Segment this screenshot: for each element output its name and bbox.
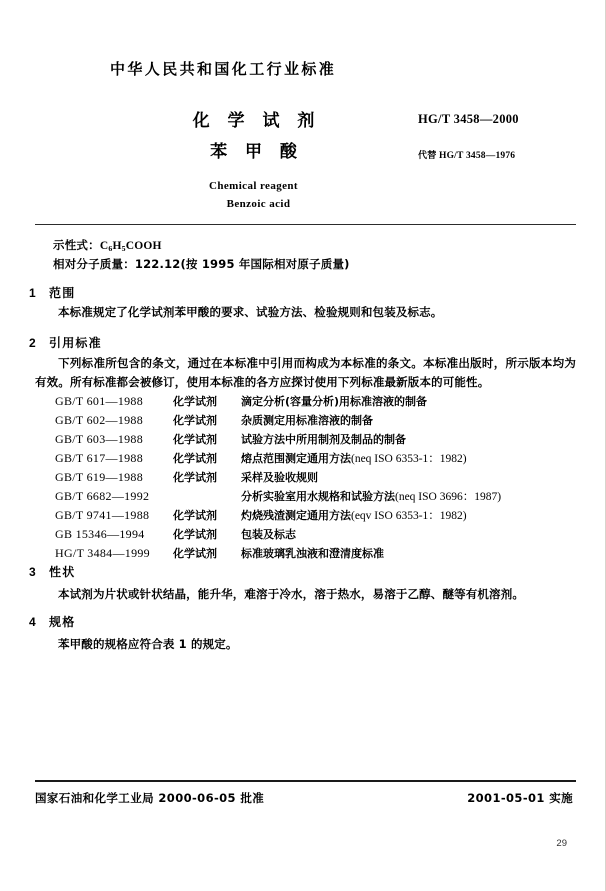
section-heading-specification xyxy=(29,613,75,630)
footer-issuer-approval: 国家石油和化学工业局 2000-06-05 批准 xyxy=(35,791,265,805)
section-title-specification: 规格 xyxy=(49,615,76,629)
reference-title: 采样及验收规则 xyxy=(241,471,318,484)
reference-code: GB/T 602—1988 xyxy=(55,413,144,427)
standard-title-cn-line1: 化 学 试 剂 xyxy=(192,111,321,131)
scope-text: 本标准规定了化学试剂苯甲酸的要求、试验方法、检验规则和包装及标志。 xyxy=(58,305,443,319)
title-block xyxy=(146,106,361,210)
reference-code: GB/T 9741—1988 xyxy=(55,508,150,522)
reference-iso: (eqv ISO 6353-1：1982) xyxy=(351,510,467,522)
list-item xyxy=(55,506,575,525)
standard-title-en-line1: Chemical reagent xyxy=(209,180,298,192)
reference-code: GB/T 6682—1992 xyxy=(55,489,150,503)
molecular-weight-line: 相对分子质量：122.12(按 1995 年国际相对原子质量) xyxy=(53,257,350,271)
properties-text: 本试剂为片状或针状结晶，能升华，难溶于冷水，溶于热水，易溶于乙醇、醚等有机溶剂。 xyxy=(58,587,524,601)
section-title-properties: 性状 xyxy=(49,565,76,579)
reference-category: 化学试剂 xyxy=(173,471,217,484)
section-body-specification xyxy=(35,635,576,654)
referenced-standards-list xyxy=(55,392,575,563)
replaces-standard-number: HG/T 3458—1976 xyxy=(438,151,516,161)
reference-code: GB/T 619—1988 xyxy=(55,470,144,484)
list-item xyxy=(55,544,575,563)
list-item xyxy=(55,525,575,544)
document-authority-title: 中华人民共和国化工行业标准 xyxy=(110,60,337,78)
section-number-specification: 4 xyxy=(29,615,36,629)
section-heading-properties xyxy=(29,563,75,580)
reference-category: 化学试剂 xyxy=(173,509,217,522)
reference-iso: (neq ISO 3696：1987) xyxy=(395,491,502,503)
standard-replaces xyxy=(418,148,515,161)
structural-formula-line xyxy=(53,237,162,253)
reference-title: 分析实验室用水规格和试验方法 xyxy=(241,490,395,503)
section-number-references: 2 xyxy=(29,336,36,350)
section-heading-references xyxy=(29,334,102,351)
reference-code: HG/T 3484—1999 xyxy=(55,546,150,560)
standard-title-cn-line2: 苯 甲 酸 xyxy=(210,142,303,162)
reference-title: 灼烧残渣测定通用方法 xyxy=(241,509,351,522)
reference-title: 标准玻璃乳浊液和澄清度标准 xyxy=(241,547,384,560)
reference-title: 包装及标志 xyxy=(241,528,296,541)
list-item xyxy=(55,487,575,506)
list-item xyxy=(55,392,575,411)
reference-title: 熔点范围测定通用方法 xyxy=(241,452,351,465)
section-title-scope: 范围 xyxy=(49,286,76,300)
section-heading-scope xyxy=(29,284,75,301)
specification-text: 苯甲酸的规格应符合表 1 的规定。 xyxy=(58,637,238,651)
reference-category: 化学试剂 xyxy=(173,433,217,446)
section-number-scope: 1 xyxy=(29,286,36,300)
section-title-references: 引用标准 xyxy=(49,336,102,350)
replaces-label: 代替 xyxy=(418,151,437,161)
reference-category: 化学试剂 xyxy=(173,452,217,465)
structural-formula-value: $C_6H_5COOH$ xyxy=(99,240,162,253)
reference-title: 滴定分析(容量分析)用标准溶液的制备 xyxy=(241,395,428,408)
list-item xyxy=(55,449,575,468)
reference-category: 化学试剂 xyxy=(173,395,217,408)
page-number: 29 xyxy=(556,838,567,849)
list-item xyxy=(55,468,575,487)
standard-title-en-line2: Benzoic acid xyxy=(226,198,291,210)
reference-code: GB/T 603—1988 xyxy=(55,432,144,446)
standard-number: HG/T 3458—2000 xyxy=(418,112,519,126)
references-intro-text: 下列标准所包含的条文，通过在本标准中引用而构成为本标准的条文。本标准出版时，所示版本均为有效。所有标准都会被修订，使用本标准的各方应探讨使用下列标准最新版本的可能性。 xyxy=(35,356,576,389)
header-divider-rule xyxy=(35,224,576,225)
reference-title: 试验方法中所用制剂及制品的制备 xyxy=(241,433,406,446)
section-body-properties xyxy=(35,585,576,604)
reference-category: 化学试剂 xyxy=(173,528,217,541)
list-item xyxy=(55,411,575,430)
section-number-properties: 3 xyxy=(29,565,36,579)
reference-iso: (neq ISO 6353-1：1982) xyxy=(351,453,467,465)
reference-title: 杂质测定用标准溶液的制备 xyxy=(241,414,373,427)
reference-code: GB/T 617—1988 xyxy=(55,451,144,465)
section-body-scope xyxy=(35,303,576,322)
list-item xyxy=(55,430,575,449)
reference-code: GB/T 601—1988 xyxy=(55,394,144,408)
section-body-references xyxy=(35,354,576,392)
reference-code: GB 15346—1994 xyxy=(55,527,145,541)
footer-divider-rule xyxy=(35,780,576,782)
footer-effective-date: 2001-05-01 实施 xyxy=(467,791,573,805)
structural-formula-label: 示性式： xyxy=(53,238,100,252)
reference-category: 化学试剂 xyxy=(173,414,217,427)
reference-category: 化学试剂 xyxy=(173,547,217,560)
